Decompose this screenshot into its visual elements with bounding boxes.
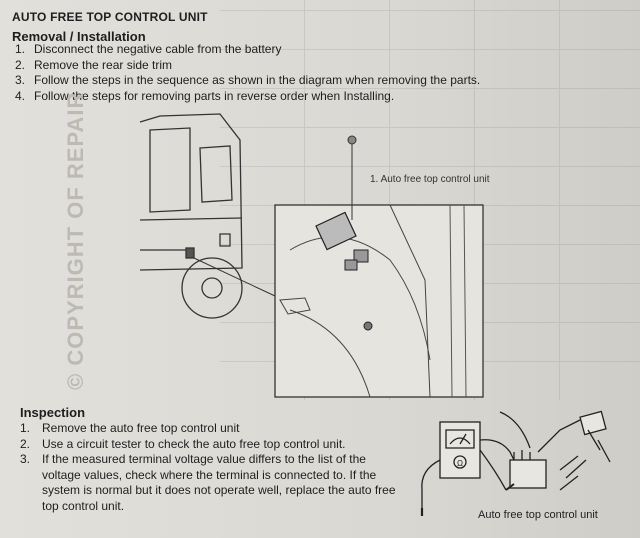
removal-diagram: [130, 100, 550, 400]
list-item: 2. Use a circuit tester to check the auto free top control unit.: [20, 436, 346, 451]
callout-label: 1. Auto free top control unit: [370, 174, 490, 185]
removal-heading: Removal / Installation: [12, 29, 146, 44]
zoom-inset: [275, 205, 483, 397]
list-item: 2. Remove the rear side trim: [15, 57, 173, 72]
list-item: 1. Disconnect the negative cable from the battery: [15, 42, 282, 56]
inspection-heading: Inspection: [20, 405, 86, 420]
list-item: 4. Follow the steps for removing parts in reverse order when Installing.: [15, 88, 395, 103]
copyright-watermark: © COPYRIGHT OF REPAIR: [63, 91, 88, 390]
list-item: 1. Remove the auto free top control unit: [20, 421, 240, 435]
circuit-tester-icon: [410, 400, 630, 520]
svg-text:Ω: Ω: [457, 459, 463, 468]
tester-caption: Auto free top control unit: [478, 509, 598, 521]
list-item: 3. If the measured terminal voltage value differs to the list of the voltage values, check where the terminal is connected to. If the system is normal but it does not operate well, replace the auto free top control unit.: [20, 452, 396, 513]
callout-marker: [348, 136, 356, 144]
removal-steps: [12, 42, 572, 104]
list-item: 3. Follow the steps in the sequence as shown in the diagram when removing the parts.: [15, 73, 481, 87]
leader-line: [194, 258, 275, 296]
page-title: AUTO FREE TOP CONTROL UNIT: [12, 10, 208, 24]
rear-vehicle-icon: [140, 114, 242, 318]
inspection-steps: [20, 421, 405, 514]
